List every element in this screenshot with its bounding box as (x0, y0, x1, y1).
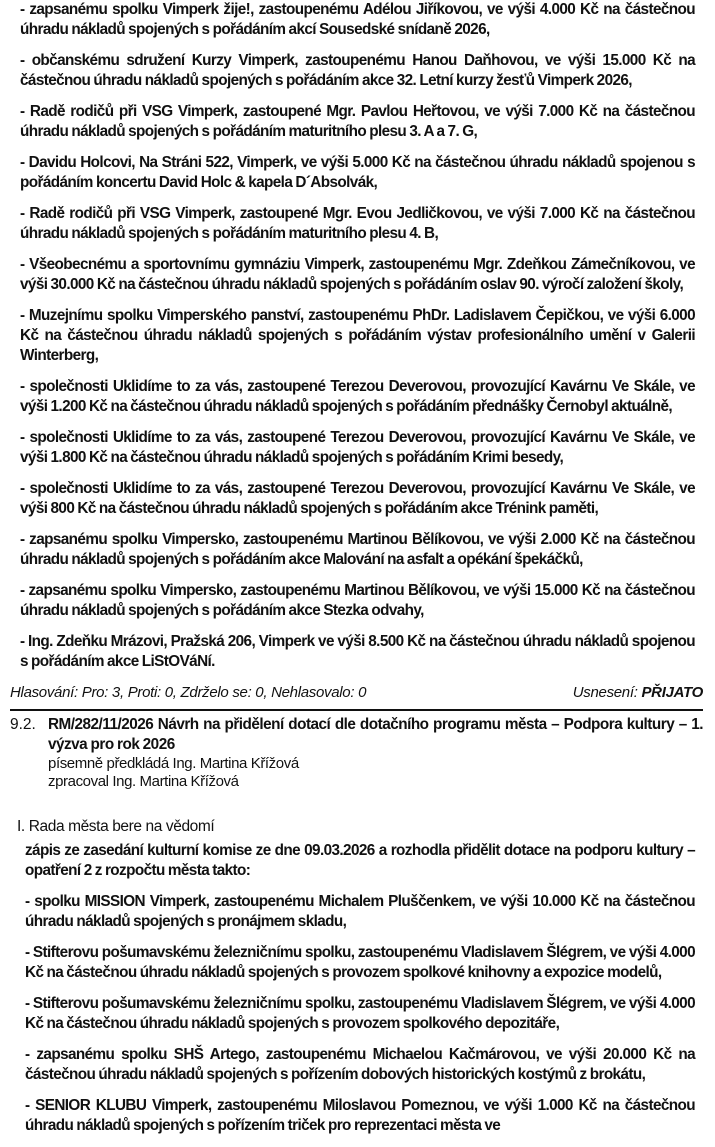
grant-item: - Stifterovu pošumavskému železničnímu spolku, zastoupenému Vladislavem Šlégrem, ve výši 4.000 Kč na částečnou úhradu nákladů spojených s provozem spolkového depozitáře, (25, 995, 695, 1032)
grant-item: - společnosti Uklidíme to za vás, zastoupené Terezou Deverovou, provozující Kavárnu Ve Skále, ve výši 1.800 Kč na částečnou úhradu nákladů spojených s pořádáním Krimi besedy, (20, 429, 695, 466)
grant-item: - Radě rodičů při VSG Vimperk, zastoupené Mgr. Evou Jedličkovou, ve výši 7.000 Kč na částečnou úhradu nákladů spojených s pořádáním maturitního plesu 4. B, (20, 205, 695, 242)
agenda-item-title: RM/282/11/2026 Návrh na přidělení dotací dle dotačního programu města – Podpora kultury – 1. výzva pro rok 2026 (48, 716, 703, 753)
section-intro: zápis ze zasedání kulturní komise ze dne 09.03.2026 a rozhodla přidělit dotace na podporu kultury – opatření 2 z rozpočtu města takto: (25, 842, 695, 879)
grant-item: - zapsanému spolku SHŠ Artego, zastoupenému Michaelou Kačmárovou, ve výši 20.000 Kč na částečnou úhradu nákladů spojených s pořízením dobových historických kostýmů z brokátu, (25, 1046, 695, 1083)
grant-item: - společnosti Uklidíme to za vás, zastoupené Terezou Deverovou, provozující Kavárnu Ve Skále, ve výši 1.200 Kč na částečnou úhradu nákladů spojených s pořádáním přednášky Černobyl aktuálně, (20, 378, 695, 415)
voting-result-row (10, 683, 703, 703)
agenda-item-body (48, 715, 703, 791)
grant-item: - spolku MISSION Vimperk, zastoupenému Michalem Pluščenkem, ve výši 10.000 Kč na částečnou úhradu nákladů spojených s pronájmem skladu, (25, 893, 695, 930)
resolution-value: PŘIJATO (641, 684, 703, 701)
grant-list-culture (25, 841, 695, 1136)
grant-item: - SENIOR KLUBU Vimperk, zastoupenému Miloslavou Pomeznou, ve výši 1.000 Kč na částečnou úhradu nákladů spojených s pořízením triček pro reprezentaci města ve (25, 1097, 695, 1134)
grant-item: - občanskému sdružení Kurzy Vimperk, zastoupenému Hanou Daňhovou, ve výši 15.000 Kč na částečnou úhradu nákladů spojených s pořádáním akce 32. Letní kurzy žesťů Vimperk 2026, (20, 52, 695, 89)
grant-item: - Ing. Zdeňku Mrázovi, Pražská 206, Vimperk ve výši 8.500 Kč na částečnou úhradu nákladů spojenou s pořádáním akce LiStOVáNí. (20, 633, 695, 670)
resolution-label: Usnesení: (572, 684, 642, 701)
agenda-item-number: 9.2. (10, 716, 36, 733)
resolution-section-heading: I. Rada města bere na vědomí (17, 818, 215, 835)
grant-item: - zapsanému spolku Vimpersko, zastoupenému Martinou Bělíkovou, ve výši 15.000 Kč na částečnou úhradu nákladů spojených s pořádáním akce Stezka odvahy, (20, 582, 695, 619)
prepared-by: zpracoval Ing. Martina Křížová (48, 773, 239, 790)
grant-item: - Radě rodičů při VSG Vimperk, zastoupené Mgr. Pavlou Heřtovou, ve výši 7.000 Kč na částečnou úhradu nákladů spojených s pořádáním maturitního plesu 3. A a 7. G, (20, 103, 695, 140)
submitted-by: písemně předkládá Ing. Martina Křížová (48, 755, 299, 772)
section-divider (10, 709, 703, 711)
grant-item: - Muzejnímu spolku Vimperského panství, zastoupenému PhDr. Ladislavem Čepičkou, ve výši 6.000 Kč na částečnou úhradu nákladů spojených s pořádáním výstav profesionálního umění v Galerii Winterberg, (20, 307, 695, 364)
resolution-status (573, 683, 703, 703)
grant-item: - zapsanému spolku Vimpersko, zastoupenému Martinou Bělíkovou, ve výši 2.000 Kč na částečnou úhradu nákladů spojených s pořádáním akce Malování na asfalt a opékání špekáčků, (20, 531, 695, 568)
grant-item: - Stifterovu pošumavskému železničnímu spolku, zastoupenému Vladislavem Šlégrem, ve výši 4.000 Kč na částečnou úhradu nákladů spojených s provozem spolkové knihovny a expozice modelů, (25, 944, 695, 981)
grant-item: - společnosti Uklidíme to za vás, zastoupené Terezou Deverovou, provozující Kavárnu Ve Skále, ve výši 800 Kč na částečnou úhradu nákladů spojených s pořádáním akce Trénink paměti, (20, 480, 695, 517)
voting-tally: Hlasování: Pro: 3, Proti: 0, Zdrželo se: 0, Nehlasovalo: 0 (10, 684, 367, 701)
grant-item: - Davidu Holcovi, Na Stráni 522, Vimperk, ve výši 5.000 Kč na částečnou úhradu nákladů spojenou s pořádáním koncertu David Holc & kapela D´Absolvák, (20, 154, 695, 191)
grant-item: - Všeobecnému a sportovnímu gymnáziu Vimperk, zastoupenému Mgr. Zdeňkou Zámečníkovou, ve výši 30.000 Kč na částečnou úhradu nákladů spojených s pořádáním oslav 90. výročí založení školy, (20, 256, 695, 293)
agenda-item (10, 715, 703, 791)
grant-list-previous (20, 0, 695, 672)
grant-item: - zapsanému spolku Vimperk žije!, zastoupenému Adélou Jiříkovou, ve výši 4.000 Kč na částečnou úhradu nákladů spojených s pořádáním akcí Sousedské snídaně 2026, (20, 1, 695, 38)
